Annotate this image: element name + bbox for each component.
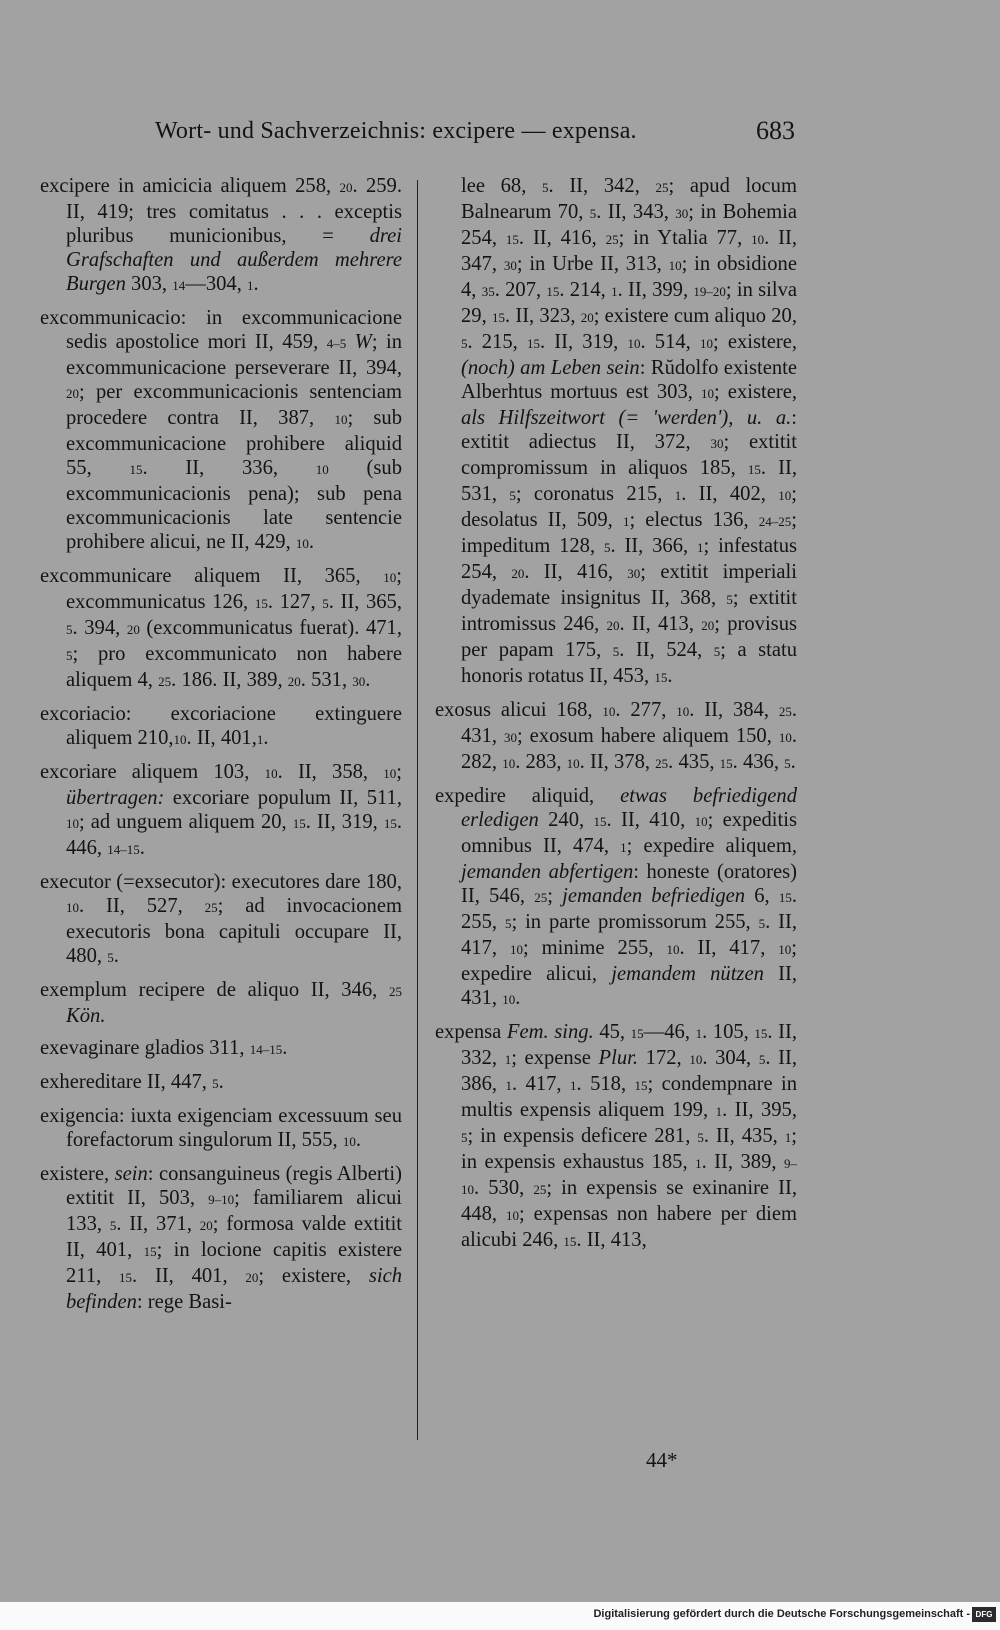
index-entry: exhereditare II, 447, 5. <box>40 1071 224 1093</box>
running-head <box>155 112 795 150</box>
index-entry: excoriare aliquem 103, 10. II, 358, 10; übertragen: excoriare populum II, 511, 10; ad unguem aliquem 20, 15. II, 319, 15. 446, 14–15. <box>40 761 403 859</box>
index-column-right <box>435 174 797 1262</box>
index-entry: excoriacio: excoriacione extinguere aliquem 210,10. II, 401,1. <box>40 703 402 749</box>
dfg-logo-icon: DFG <box>972 1607 996 1622</box>
running-head-title: Wort- und Sachverzeichnis: excipere — expensa. <box>155 118 637 144</box>
index-entry: lee 68, 5. II, 342, 25; apud locum Balnearum 70, 5. II, 343, 30; in Bohemia 254, 15. II, 416, 25; in Ytalia 77, 10. II, 347, 30; in Urbe II, 313, 10; in obsidione 4, 35. 207, 15. 214, 1. II, 399, 19–20; in silva 29, 15. II, 323, 20; existere cum aliquo 20, 5. 215, 15. II, 319, 10. 514, 10; existere, (noch) am Leben sein: Rŭdolfo existente Alberhtus mortuus est 303, 10; existere, als Hilfszeitwort (= 'werden'), u. a.: extitit adiectus II, 372, 30; extitit compromissum in aliquos 185, 15. II, 531, 5; coronatus 215, 1. II, 402, 10; desolatus II, 509, 1; electus 136, 24–25; impeditum 128, 5. II, 366, 1; infestatus 254, 20. II, 416, 30; extitit imperiali dyademate insignitus II, 368, 5; extitit intromissus 246, 20. II, 413, 20; provisus per papam 175, 5. II, 524, 5; a statu honoris rotatus II, 453, 15. <box>461 175 798 687</box>
index-entry: excommunicacio: in excommunicacione sedis apostolice mori II, 459, 4–5 W; in excommunicacione perseverare II, 394, 20; per excommunicacionis sentenciam procedere contra II, 387, 10; sub excommunicacione prohibere aliquid 55, 15. II, 336, 10 (sub excommunicacionis pena); sub pena excommunicacionis late sentencie prohibere alicui, ne II, 429, 10. <box>40 307 403 553</box>
index-entry: expensa Fem. sing. 45, 15—46, 1. 105, 15. II, 332, 1; expense Plur. 172, 10. 304, 5. II, 386, 1. 417, 1. 518, 15; condempnare in multis expensis aliquem 199, 1. II, 395, 5; in expensis deficere 281, 5. II, 435, 1; in expensis exhaustus 185, 1. II, 389, 9–10. 530, 25; in expensis se exinanire II, 448, 10; expensas non habere per diem alicubi 246, 15. II, 413, <box>435 1021 798 1251</box>
index-entry: exemplum recipere de aliquo II, 346, 25 Kön. <box>40 979 402 1027</box>
column-divider <box>417 180 418 1440</box>
index-entry: executor (=exsecutor): executores dare 180, 10. II, 527, 25; ad invocacionem executoris bona capituli occupare II, 480, 5. <box>40 871 403 967</box>
index-entry: excipere in amicicia aliquem 258, 20. 259. II, 419; tres comitatus . . . exceptis pluribus municionibus, = drei Grafschaften und außerdem mehrere Burgen 303, 14—304, 1. <box>40 175 402 295</box>
signature-mark: 44* <box>646 1448 678 1472</box>
index-entry: excommunicare aliquem II, 365, 10; excommunicatus 126, 15. 127, 5. II, 365, 5. 394, 20 (excommunicatus fuerat). 471, 5; pro excommunicato non habere aliquem 4, 25. 186. II, 389, 20. 531, 30. <box>40 565 402 691</box>
index-entry: exevaginare gladios 311, 14–15. <box>40 1037 288 1059</box>
footer-bar <box>0 1603 1000 1630</box>
index-entry: expedire aliquid, etwas befriedigend erledigen 240, 15. II, 410, 10; expeditis omnibus II, 474, 1; expedire aliquem, jemanden abfertigen: honeste (oratores) II, 546, 25; jemanden befriedigen 6, 15. 255, 5; in parte promissorum 255, 5. II, 417, 10; minime 255, 10. II, 417, 10; expedire alicui, jemandem nützen II, 431, 10. <box>435 785 798 1009</box>
index-entry: exigencia: iuxta exigenciam excessuum seu forefactorum singulorum II, 555, 10. <box>40 1105 402 1151</box>
index-column-left <box>40 174 402 1322</box>
index-entry: exosus alicui 168, 10. 277, 10. II, 384, 25. 431, 30; exosum habere aliquem 150, 10. 282, 10. 283, 10. II, 378, 25. 435, 15. 436, 5. <box>435 699 797 773</box>
index-entry: existere, sein: consanguineus (regis Alberti) extitit II, 503, 9–10; familiarem alicui 133, 5. II, 371, 20; formosa valde extitit II, 401, 15; in locione capitis existere 211, 15. II, 401, 20; existere, sich befinden: rege Basi- <box>40 1163 403 1313</box>
page-number: 683 <box>756 116 795 145</box>
digitization-credit: Digitalisierung gefördert durch die Deutsche Forschungsgemeinschaft - <box>593 1608 970 1620</box>
